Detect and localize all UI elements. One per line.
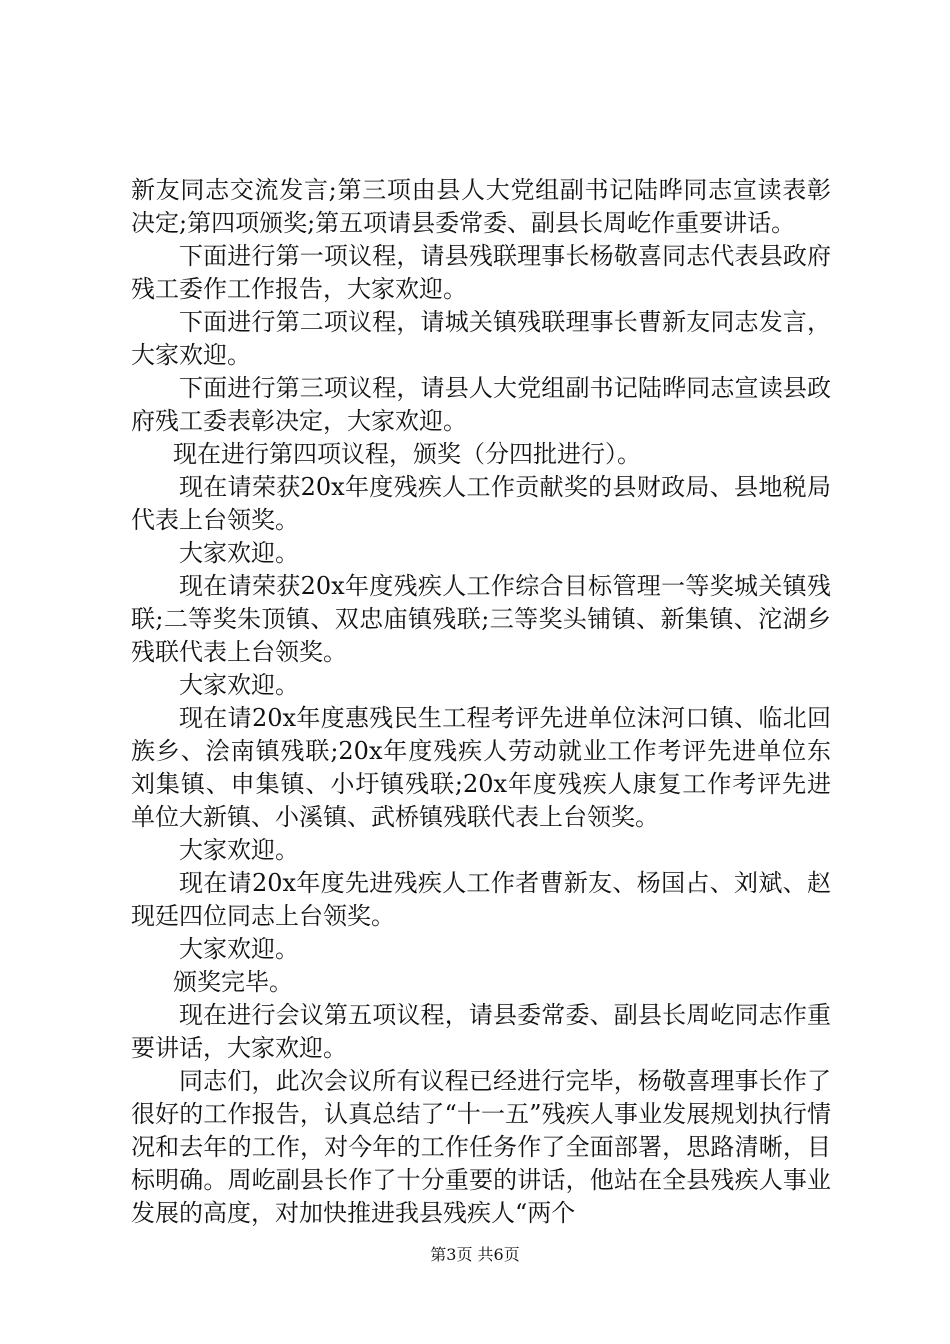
- paragraph-6: 现在请荣获20x年度残疾人工作贡献奖的县财政局、县地税局代表上台领奖。: [131, 473, 831, 534]
- paragraph-12: 现在请20x年度先进残疾人工作者曹新友、杨国占、刘斌、赵现廷四位同志上台领奖。: [131, 869, 831, 930]
- paragraph-16: 同志们，此次会议所有议程已经进行完毕，杨敬喜理事长作了很好的工作报告，认真总结了“十一五”残疾人事业发展规划执行情况和去年的工作，对今年的工作任务作了全面部署，思路清晰，目标明确。周屹副县长作了十分重要的讲话，他站在全县残疾人事业发展的高度，对加快推进我县残疾人“两个: [131, 1067, 831, 1227]
- paragraph-11: 大家欢迎。: [179, 836, 299, 864]
- paragraph-8: 现在请荣获20x年度残疾人工作综合目标管理一等奖城关镇残联;二等奖朱顶镇、双忠庙镇残联;三等奖头铺镇、新集镇、沱湖乡残联代表上台领奖。: [131, 572, 831, 666]
- paragraph-7: 大家欢迎。: [179, 539, 299, 567]
- page-number-label: 第3页 共6页: [430, 1245, 520, 1264]
- paragraph-15: 现在进行会议第五项议程，请县委常委、副县长周屹同志作重要讲话，大家欢迎。: [131, 1001, 831, 1062]
- paragraph-5: 现在进行第四项议程，颁奖（分四批进行）。: [173, 440, 641, 468]
- paragraph-1: 新友同志交流发言;第三项由县人大党组副书记陆晔同志宣读表彰决定;第四项颁奖;第五项请县委常委、副县长周屹作重要讲话。: [131, 176, 831, 237]
- paragraph-13: 大家欢迎。: [179, 935, 299, 963]
- paragraph-4: 下面进行第三项议程，请县人大党组副书记陆晔同志宣读县政府残工委表彰决定，大家欢迎。: [131, 374, 831, 435]
- document-body: [131, 174, 831, 1230]
- paragraph-2: 下面进行第一项议程，请县残联理事长杨敬喜同志代表县政府残工委作工作报告，大家欢迎。: [131, 242, 831, 303]
- page-footer: [0, 1245, 950, 1265]
- paragraph-9: 大家欢迎。: [179, 671, 299, 699]
- paragraph-14: 颁奖完毕。: [173, 968, 293, 996]
- paragraph-10: 现在请20x年度惠残民生工程考评先进单位沫河口镇、临北回族乡、浍南镇残联;20x年度残疾人劳动就业工作考评先进单位东刘集镇、申集镇、小圩镇残联;20x年度残疾人康复工作考评先进单位大新镇、小溪镇、武桥镇残联代表上台领奖。: [131, 704, 831, 831]
- paragraph-3: 下面进行第二项议程，请城关镇残联理事长曹新友同志发言，大家欢迎。: [131, 308, 831, 369]
